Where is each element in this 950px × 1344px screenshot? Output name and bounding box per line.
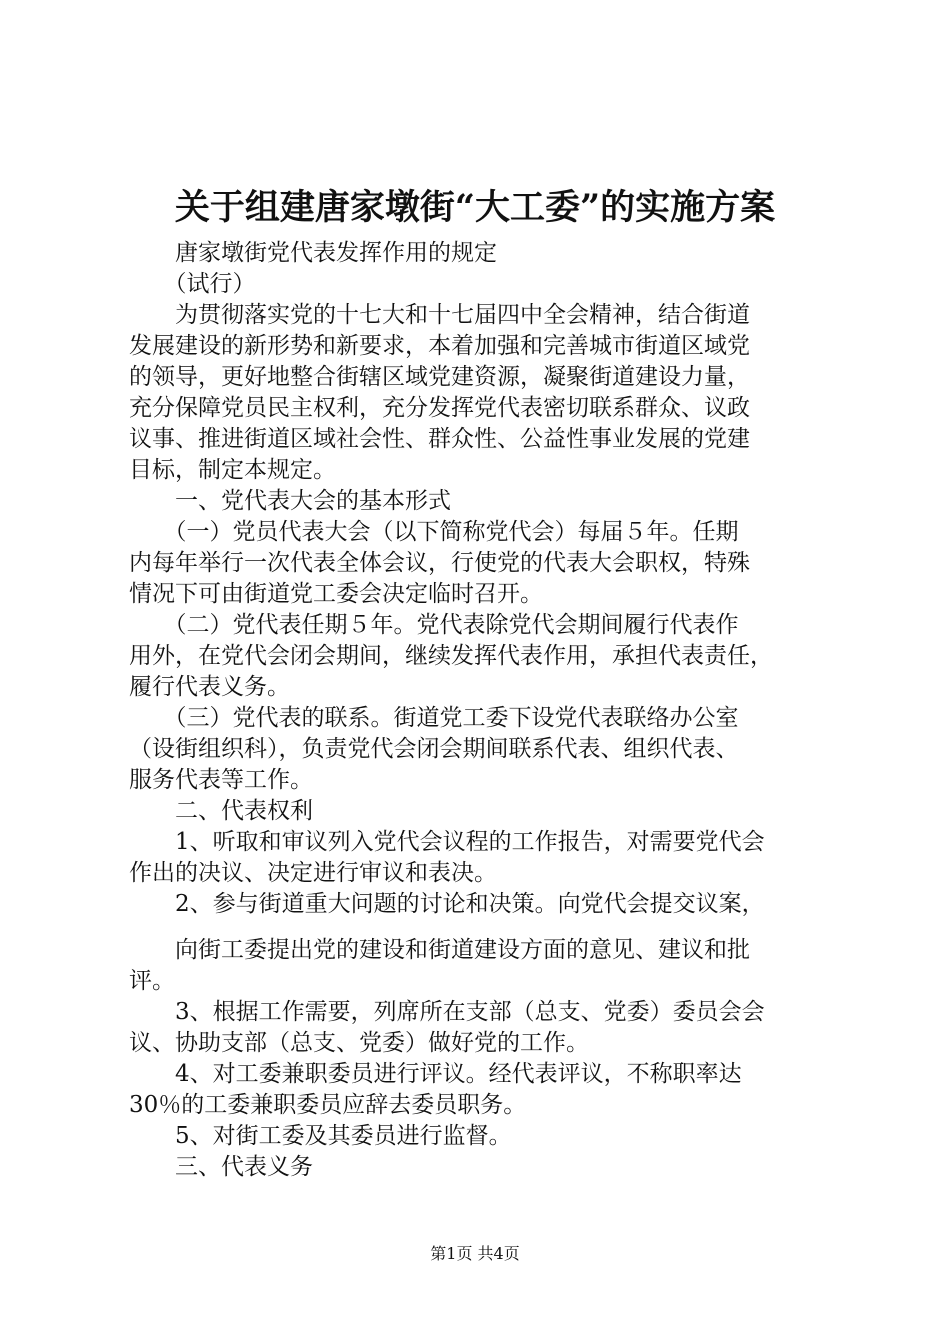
- body-line: （二）党代表任期５年。党代表除党代会期间履行代表作: [129, 612, 739, 638]
- body-line: 用外，在党代会闭会期间，继续发挥代表作用，承担代表责任，: [129, 643, 773, 669]
- section-heading: 三、代表义务: [129, 1154, 313, 1180]
- page-number-footer: 第1页 共4页: [430, 1244, 520, 1263]
- body-line: 议事、推进街道区域社会性、群众性、公益性事业发展的党建: [129, 426, 750, 452]
- body-line: 议、协助支部（总支、党委）做好党的工作。: [129, 1030, 589, 1056]
- document-body-block-1: [129, 238, 834, 920]
- body-line: 唐家墩街党代表发挥作用的规定: [129, 240, 497, 266]
- document-title: 关于组建唐家墩街“大工委”的实施方案: [174, 187, 776, 228]
- body-line: 4、对工委兼职委员进行评议。经代表评议，不称职率达: [129, 1061, 742, 1087]
- body-line: 目标，制定本规定。: [129, 457, 336, 483]
- document-body-block-2: [129, 935, 834, 1183]
- body-line: 为贯彻落实党的十七大和十七届四中全会精神，结合街道: [129, 302, 750, 328]
- body-line: 1、听取和审议列入党代会议程的工作报告，对需要党代会: [129, 829, 765, 855]
- body-line: 2、参与街道重大问题的讨论和决策。向党代会提交议案，: [129, 891, 765, 917]
- body-line: 情况下可由街道党工委会决定临时召开。: [129, 581, 543, 607]
- body-line: 内每年举行一次代表全体会议，行使党的代表大会职权，特殊: [129, 550, 750, 576]
- body-line: 履行代表义务。: [129, 674, 290, 700]
- body-line: 充分保障党员民主权利，充分发挥党代表密切联系群众、议政: [129, 395, 750, 421]
- body-line: 5、对街工委及其委员进行监督。: [129, 1123, 512, 1149]
- body-line: 作出的决议、决定进行审议和表决。: [129, 860, 497, 886]
- section-heading: 二、代表权利: [129, 798, 313, 824]
- body-line: （一）党员代表大会（以下简称党代会）每届５年。任期: [129, 519, 739, 545]
- body-line: 服务代表等工作。: [129, 767, 313, 793]
- body-line: 发展建设的新形势和新要求，本着加强和完善城市街道区域党: [129, 333, 750, 359]
- body-line: 向街工委提出党的建设和街道建设方面的意见、建议和批: [129, 937, 750, 963]
- section-heading: 一、党代表大会的基本形式: [129, 488, 451, 514]
- body-line: （三）党代表的联系。街道党工委下设党代表联络办公室: [129, 705, 739, 731]
- body-line: （试行）: [129, 271, 256, 297]
- body-line: 的领导，更好地整合街辖区域党建资源，凝聚街道建设力量，: [129, 364, 750, 390]
- body-line: 评。: [129, 968, 175, 994]
- body-line: （设街组织科），负责党代会闭会期间联系代表、组织代表、: [129, 736, 739, 762]
- body-line: 3、根据工作需要，列席所在支部（总支、党委）委员会会: [129, 999, 765, 1025]
- body-line: 30％的工委兼职委员应辞去委员职务。: [129, 1092, 527, 1118]
